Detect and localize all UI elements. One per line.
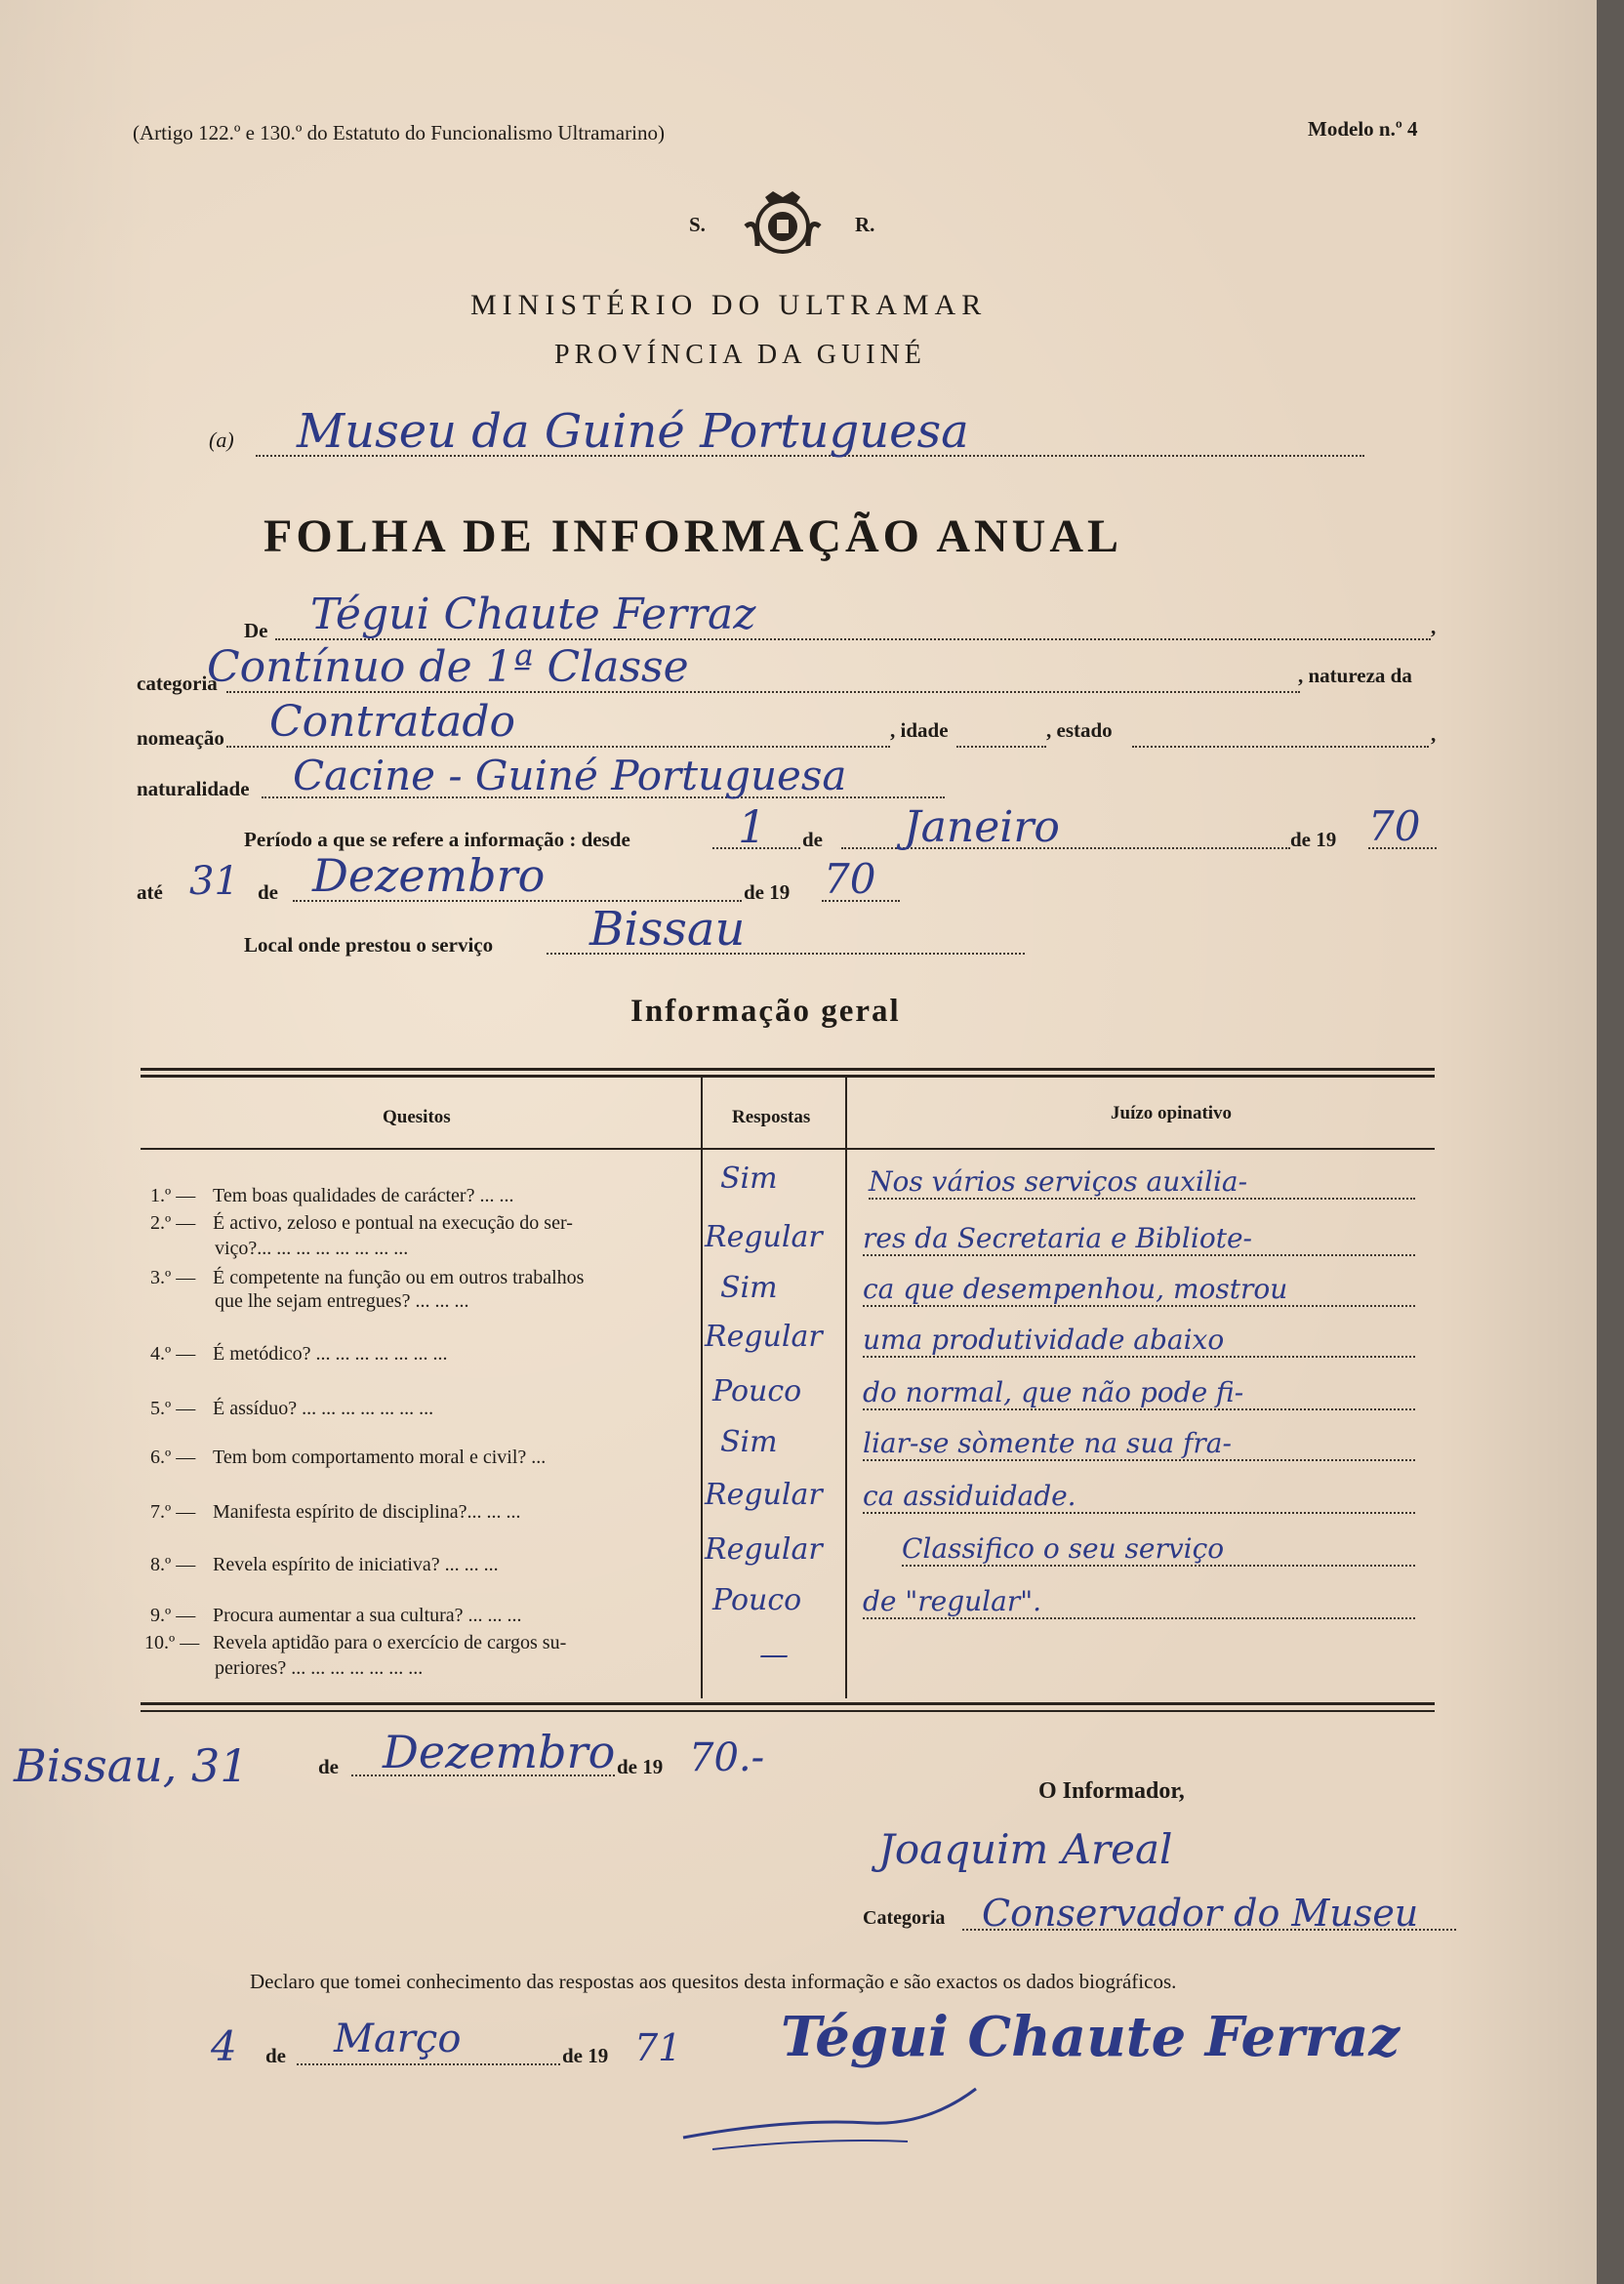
col-header-quesitos: Quesitos — [383, 1107, 451, 1127]
table-header-rule — [141, 1148, 1435, 1150]
naturalidade-value: Cacine - Guiné Portuguesa — [293, 752, 847, 799]
service-value: Museu da Guiné Portuguesa — [297, 404, 969, 459]
table-bottom-rule-double — [141, 1710, 1435, 1712]
name-label: De — [244, 619, 268, 642]
question-10-text: Revela aptidão para o exercício de cargos su- — [213, 1632, 567, 1653]
question-9-num: 9.º — — [150, 1605, 196, 1626]
question-2-text: É activo, zeloso e pontual na execução do ser- — [213, 1212, 573, 1234]
question-6-num: 6.º — — [150, 1447, 196, 1468]
statute-reference: (Artigo 122.º e 130.º do Estatuto do Funcionalismo Ultramarino) — [133, 121, 665, 144]
answer-7: Regular — [705, 1478, 823, 1512]
categoria-footer-label: Categoria — [863, 1907, 946, 1929]
question-3-text-cont: que lhe sejam entregues? ... ... ... — [215, 1290, 469, 1312]
form-title: FOLHA DE INFORMAÇÃO ANUAL — [264, 510, 1123, 562]
table-col-divider-1 — [701, 1078, 703, 1698]
idade-dotted-line — [956, 746, 1046, 748]
categoria-label: categoria — [137, 672, 218, 695]
categoria-footer-value: Conservador do Museu — [982, 1892, 1419, 1935]
declaration-month: Março — [334, 2017, 462, 2061]
to-year-value: 70 — [824, 855, 876, 903]
declaration-day: 4 — [211, 2022, 237, 2070]
categoria-value: Contínuo de 1ª Classe — [207, 642, 689, 692]
question-1-text: Tem boas qualidades de carácter? ... ... — [213, 1185, 514, 1206]
opinion-line-2: res da Secretaria e Bibliote- — [863, 1222, 1415, 1256]
seal-left-letter: S. — [689, 213, 706, 236]
question-8-num: 8.º — — [150, 1554, 196, 1575]
answer-10: — — [759, 1638, 789, 1672]
naturalidade-label: naturalidade — [137, 777, 250, 800]
opinion-line-6: liar-se sòmente na sua fra- — [863, 1427, 1415, 1461]
province-heading: PROVÍNCIA DA GUINÉ — [554, 340, 926, 370]
question-7-num: 7.º — — [150, 1501, 196, 1523]
to-year-prefix: de 19 — [744, 880, 791, 904]
question-5-num: 5.º — — [150, 1398, 196, 1419]
ate-label: até — [137, 880, 163, 904]
declaration-text: Declaro que tomei conhecimento das respostas aos quesitos desta informação e são exactos os dados biográficos. — [250, 1970, 1177, 1993]
answer-6: Sim — [720, 1425, 778, 1459]
informador-signature: Joaquim Areal — [878, 1825, 1173, 1873]
table-top-rule-double — [141, 1075, 1435, 1078]
answer-1: Sim — [720, 1162, 778, 1196]
to-month-value: Dezembro — [312, 849, 546, 902]
question-5-text: É assíduo? ... ... ... ... ... ... ... — [213, 1398, 434, 1419]
declaration-month-de: de — [265, 2044, 286, 2067]
table-bottom-rule — [141, 1702, 1435, 1705]
question-4-num: 4.º — — [150, 1343, 196, 1365]
answer-3: Sim — [720, 1271, 778, 1305]
estado-dotted-line — [1132, 746, 1429, 748]
to-month-de: de — [258, 880, 278, 904]
question-9-text: Procura aumentar a sua cultura? ... ... ... — [213, 1605, 522, 1626]
col-header-juizo: Juízo opinativo — [1111, 1103, 1233, 1123]
service-label: (a) — [209, 428, 234, 452]
ministry-heading: MINISTÉRIO DO ULTRAMAR — [470, 289, 988, 321]
table-col-divider-2 — [845, 1078, 847, 1698]
section-title: Informação geral — [630, 994, 901, 1029]
nomeacao-label: nomeação — [137, 726, 224, 750]
question-7-text: Manifesta espírito de disciplina?... ... ... — [213, 1501, 521, 1523]
question-3-num: 3.º — — [150, 1267, 196, 1288]
seal-right-letter: R. — [855, 213, 875, 236]
question-2-num: 2.º — — [150, 1212, 196, 1234]
from-year-value: 70 — [1368, 802, 1421, 850]
from-month-de: de — [802, 828, 823, 851]
footer-year: 70.- — [689, 1735, 765, 1780]
estado-label: , estado — [1046, 718, 1113, 742]
footer-place-day: Bissau, 31 — [14, 1739, 249, 1792]
answer-2: Regular — [705, 1220, 823, 1254]
answer-4: Regular — [705, 1320, 823, 1354]
coat-of-arms-icon — [738, 187, 828, 264]
question-10-text-cont: periores? ... ... ... ... ... ... ... — [215, 1657, 424, 1679]
period-label: Período a que se refere a informação : desde — [244, 828, 630, 851]
local-value: Bissau — [589, 902, 746, 957]
natureza-label: , natureza da — [1298, 664, 1412, 687]
to-day-value: 31 — [189, 859, 239, 904]
declaration-month-dotted-line — [297, 2063, 560, 2065]
question-2-text-cont: viço?... ... ... ... ... ... ... ... — [215, 1238, 409, 1259]
employee-name: Tégui Chaute Ferraz — [310, 590, 756, 639]
table-top-rule — [141, 1068, 1435, 1071]
from-year-prefix: de 19 — [1290, 828, 1337, 851]
question-3-text: É competente na função ou em outros trabalhos — [213, 1267, 585, 1288]
employee-signature: Tégui Chaute Ferraz — [781, 2005, 1401, 2069]
nomeacao-value: Contratado — [269, 697, 516, 747]
from-month-value: Janeiro — [904, 802, 1060, 852]
question-6-text: Tem bom comportamento moral e civil? ... — [213, 1447, 547, 1468]
opinion-line-1: Nos vários serviços auxilia- — [869, 1165, 1415, 1200]
signature-flourish-icon — [673, 2079, 995, 2157]
opinion-line-5: do normal, que não pode fi- — [863, 1376, 1415, 1410]
declaration-year: 71 — [634, 2026, 682, 2069]
declaration-year-prefix: de 19 — [562, 2044, 609, 2067]
model-number: Modelo n.º 4 — [1308, 117, 1418, 141]
opinion-line-4: uma produtividade abaixo — [863, 1324, 1415, 1358]
opinion-line-9: de "regular". — [863, 1585, 1415, 1619]
answer-9: Pouco — [712, 1583, 802, 1617]
opinion-line-8: Classifico o seu serviço — [902, 1532, 1415, 1567]
question-4-text: É metódico? ... ... ... ... ... ... ... — [213, 1343, 448, 1365]
question-1-num: 1.º — — [150, 1185, 196, 1206]
from-day-value: 1 — [738, 800, 767, 853]
answer-8: Regular — [705, 1532, 823, 1567]
question-10-num: 10.º — — [144, 1632, 200, 1653]
opinion-line-7: ca assiduidade. — [863, 1480, 1415, 1514]
col-header-respostas: Respostas — [732, 1107, 811, 1127]
footer-month-de: de — [318, 1755, 339, 1778]
answer-5: Pouco — [712, 1374, 802, 1408]
question-8-text: Revela espírito de iniciativa? ... ... ... — [213, 1554, 499, 1575]
name-comma: , — [1431, 615, 1437, 638]
footer-month: Dezembro — [383, 1726, 616, 1778]
idade-label: , idade — [890, 718, 949, 742]
informador-label: O Informador, — [1038, 1778, 1185, 1804]
local-label: Local onde prestou o serviço — [244, 933, 494, 957]
footer-year-prefix: de 19 — [617, 1755, 664, 1778]
estado-comma: , — [1431, 722, 1437, 746]
opinion-line-3: ca que desempenhou, mostrou — [863, 1273, 1415, 1307]
